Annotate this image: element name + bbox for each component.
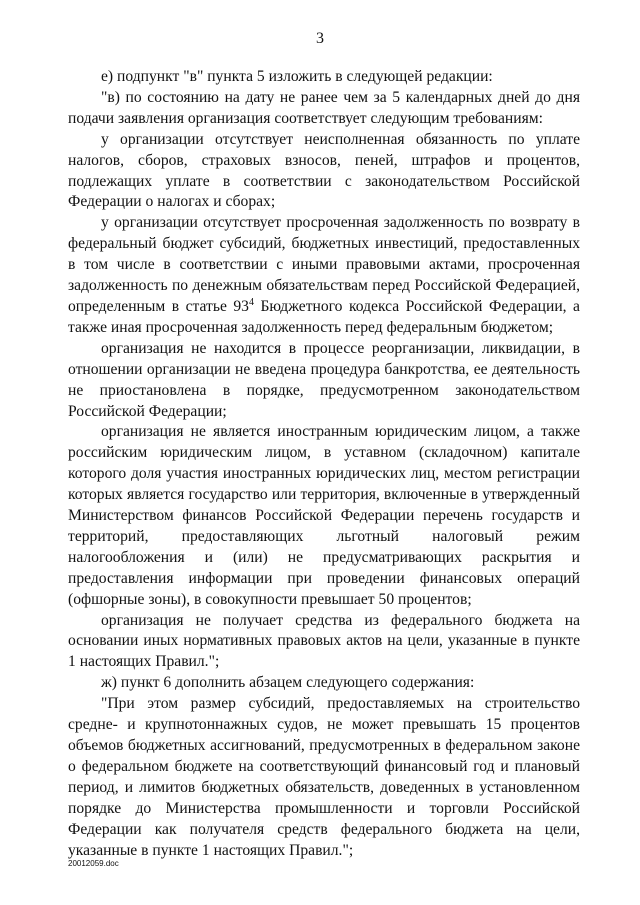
paragraph-zh: ж) пункт 6 дополнить абзацем следующего содержания: [101, 674, 475, 692]
paragraph-no-other-funds: организация не получает средства из федерального бюджета на основании иных нормативных правовых актов на цели, указанные в пункте 1 настоящих Правил."; [68, 611, 580, 671]
paragraph-v-intro: "в) по состоянию на дату не ранее чем за 5 календарных дней до дня подачи заявления организация соответствует следующим требованиям: [68, 88, 580, 127]
paragraph-foreign-entity: организация не является иностранным юридическим лицом, а также российским юридическим лицом, в уставном (складочном) капитале которого доля участия иностранных юридических лиц, местом регистрации которых является государство или территория, включенные в утвержденный Министерством финансов Российской Федерации перечень государств и территорий, предоставляющих льготный налоговый режим налогообложения и (или) не предусматривающих раскрытия и предоставления информации при проведении финансовых операций (офшорные зоны), в совокупности превышает 50 процентов; [68, 423, 580, 608]
overdue-debt-text-part2: Бюджетного кодекса Российской Федерации, а также иная просроченная задолженность перед федеральным бюджетом; [68, 297, 580, 336]
paragraph-tax-obligations: у организации отсутствует неисполненная обязанность по уплате налогов, сборов, страховых взносов, пеней, штрафов и процентов, подлежащих уплате в соответствии с законодательством Российской Федерации о налогах и сборах; [68, 130, 580, 211]
page-number: 3 [316, 30, 324, 47]
paragraph-subsidy-limit: "При этом размер субсидий, предоставляемых на строительство средне- и крупнотоннажных судов, не может превышать 15 процентов объемов бюджетных ассигнований, предусмотренных в федеральном законе о федеральном бюджете на соответствующий финансовый год и плановый период, и лимитов бюджетных обязательств, доведенных в установленном порядке до Министерства промышленности и торговли Российской Федерации как получателя средств федерального бюджета на цели, указанные в пункте 1 настоящих Правил."; [68, 695, 580, 859]
paragraph-e: е) подпункт "в" пункта 5 изложить в следующей редакции: [101, 68, 493, 85]
document-body [68, 67, 580, 861]
article-superscript: 4 [248, 296, 254, 308]
footer-filename: 20012059.doc [68, 859, 119, 868]
paragraph-overdue-debt [68, 213, 580, 338]
overdue-debt-text-part1: у организации отсутствует просроченная задолженность по возврату в федеральный бюджет субсидий, бюджетных инвестиций, предоставленных в том числе в соответствии с иными правовыми актами, просроченная задолженность по денежным обязательствам перед Российской Федерацией, определенным в статье 93 [68, 214, 580, 315]
paragraph-reorganization: организация не находится в процессе реорганизации, ликвидации, в отношении организации не введена процедура банкротства, ее деятельность не приостановлена в порядке, предусмотренном законодательством Российской Федерации; [68, 339, 580, 420]
